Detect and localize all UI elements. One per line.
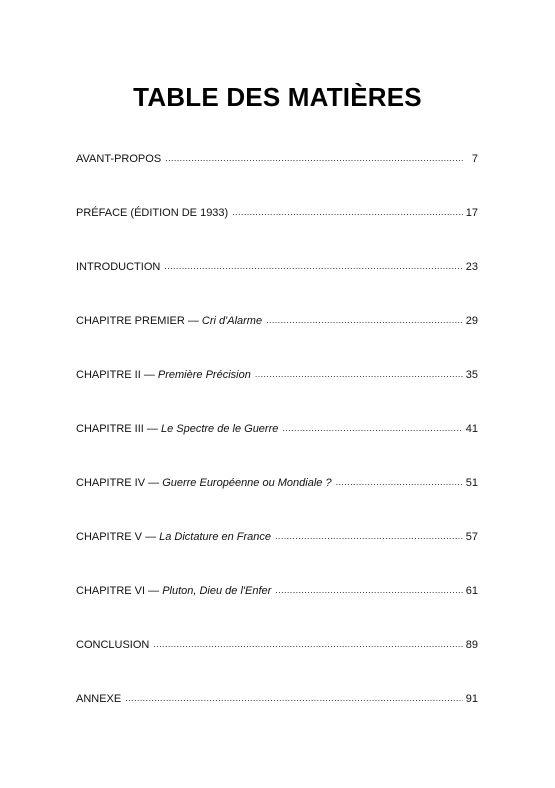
toc-entry-label <box>76 258 160 276</box>
toc-page-number: 57 <box>465 531 478 543</box>
toc-page-number: 7 <box>471 153 478 165</box>
toc-entry-prefix: PRÉFACE (ÉDITION DE 1933) <box>76 207 229 219</box>
toc-entry-label <box>76 636 149 654</box>
toc-entry-prefix: CHAPITRE II — <box>76 369 158 381</box>
toc-dot-leader <box>255 365 463 383</box>
toc-dot-leader <box>275 581 462 599</box>
toc-dot-leader <box>266 311 463 329</box>
toc-entry-label <box>76 582 271 600</box>
toc-page-number: 17 <box>465 207 478 219</box>
toc-entry-prefix: ANNEXE <box>76 693 122 705</box>
page-title: TABLE DES MATIÈRES <box>133 82 422 112</box>
toc-entry-label <box>76 528 271 546</box>
toc-page-number: 29 <box>465 315 478 327</box>
toc-entry-prefix: CONCLUSION <box>76 639 150 651</box>
toc-dot-leader <box>153 635 462 653</box>
toc-page-number: 89 <box>465 639 478 651</box>
toc-entry <box>76 690 478 744</box>
toc-entry-label <box>76 420 278 438</box>
toc-entry-prefix: CHAPITRE PREMIER — <box>76 315 202 327</box>
table-of-contents <box>76 150 478 744</box>
toc-entry-prefix: AVANT-PROPOS <box>76 153 162 165</box>
toc-entry-prefix: CHAPITRE IV — <box>76 477 163 489</box>
toc-entry-prefix: CHAPITRE V — <box>76 531 160 543</box>
toc-entry <box>76 366 478 420</box>
toc-entry <box>76 150 478 204</box>
toc-entry <box>76 636 478 690</box>
toc-entry-subtitle: Cri d'Alarme <box>201 315 263 327</box>
toc-entry-label <box>76 690 121 708</box>
toc-dot-leader <box>165 149 463 167</box>
toc-dot-leader <box>275 527 463 545</box>
toc-entry <box>76 420 478 474</box>
toc-dot-leader <box>282 419 462 437</box>
toc-page-number: 51 <box>465 477 478 489</box>
toc-entry-label <box>76 366 251 384</box>
toc-entry <box>76 528 478 582</box>
toc-entry-prefix: CHAPITRE VI — <box>76 585 163 597</box>
toc-entry-subtitle: La Dictature en France <box>159 531 272 543</box>
toc-entry <box>76 312 478 366</box>
toc-page-number: 23 <box>465 261 478 273</box>
toc-entry-label <box>76 150 161 168</box>
toc-entry <box>76 582 478 636</box>
toc-dot-leader <box>232 203 463 221</box>
toc-entry <box>76 258 478 312</box>
toc-entry-label <box>76 204 228 222</box>
toc-page-number: 41 <box>465 423 478 435</box>
toc-entry-label <box>76 474 332 492</box>
toc-entry-subtitle: Le Spectre de le Guerre <box>160 423 279 435</box>
toc-page-number: 61 <box>465 585 478 597</box>
toc-entry <box>76 474 478 528</box>
toc-entry-prefix: CHAPITRE III — <box>76 423 161 435</box>
toc-entry-subtitle: Pluton, Dieu de l'Enfer <box>162 585 272 597</box>
toc-dot-leader <box>164 257 462 275</box>
toc-dot-leader <box>125 689 463 707</box>
toc-page-number: 35 <box>465 369 478 381</box>
toc-entry-prefix: INTRODUCTION <box>76 261 161 273</box>
toc-page-number: 91 <box>465 693 478 705</box>
toc-entry <box>76 204 478 258</box>
toc-entry-label <box>76 312 262 330</box>
toc-entry-subtitle: Guerre Européenne ou Mondiale ? <box>162 477 332 489</box>
toc-dot-leader <box>336 473 463 491</box>
toc-entry-subtitle: Première Précision <box>157 369 251 381</box>
